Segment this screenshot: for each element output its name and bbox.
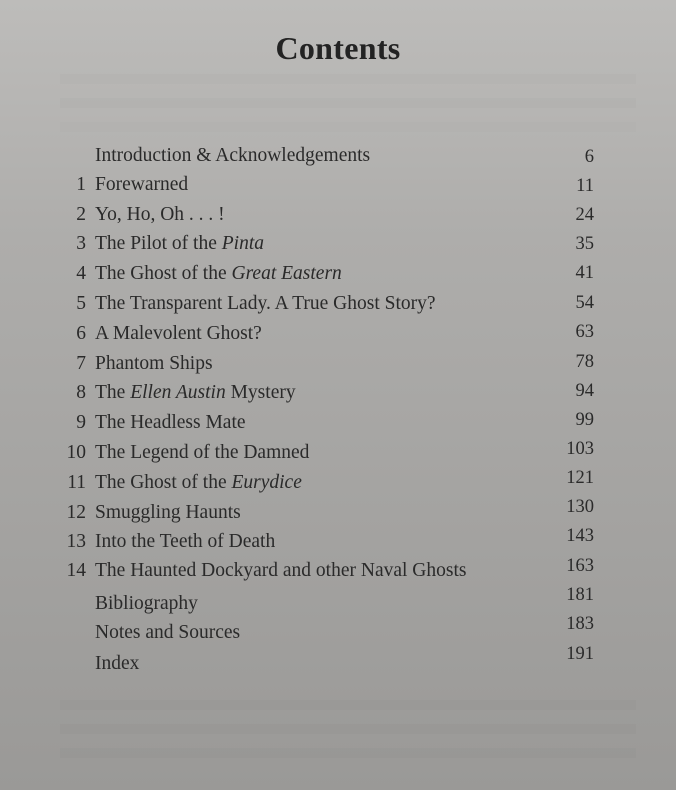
toc-entry [0,233,676,261]
chapter-number: 10 [66,442,86,463]
chapter-title: The Headless Mate [95,412,246,433]
toc-entry [0,644,676,681]
page-number: 181 [566,585,594,605]
chapter-title [95,263,342,285]
page-number: 163 [566,556,594,576]
page-number: 121 [566,468,594,488]
chapter-title [95,472,302,494]
chapter-title: Smuggling Haunts [95,502,241,523]
title-italic: Ellen Austin [130,382,226,403]
page-number: 41 [575,263,594,283]
chapter-title: Notes and Sources [95,622,241,643]
page-number: 35 [575,234,594,254]
toc-entry [0,145,676,173]
chapter-title: Into the Teeth of Death [95,531,276,552]
toc-entry [0,412,676,440]
page-number: 11 [576,176,594,196]
page-number: 191 [566,644,594,664]
chapter-title: The Haunted Dockyard and other Naval Ghosts [95,560,467,581]
chapter-number: 6 [76,323,86,344]
chapter-number: 1 [76,174,86,195]
toc-entry [0,382,676,410]
chapter-title: Forewarned [95,174,189,195]
page-title: Contents [275,30,401,66]
page-number: 99 [575,410,594,430]
chapter-title: A Malevolent Ghost? [95,323,262,344]
toc-entry [0,468,676,500]
page-number: 24 [575,205,594,225]
page-number: 63 [575,322,594,342]
chapter-number: 8 [76,382,86,403]
chapter-number: 4 [76,263,86,284]
page-number: 6 [584,147,594,167]
toc-entry [0,353,676,381]
page-number: 103 [566,439,594,459]
chapter-title [95,233,264,255]
title-italic: Eurydice [231,472,302,493]
chapter-number: 9 [76,412,86,433]
chapter-title: Index [95,653,140,674]
title-italic: Pinta [221,233,264,254]
toc-entry [0,556,676,588]
toc-entry [0,439,676,470]
chapter-number: 12 [66,502,86,523]
toc-entry [0,526,676,559]
toc-entry [0,323,676,351]
chapter-title [95,382,296,404]
page-number: 78 [575,352,594,372]
chapter-title: Yo, Ho, Oh . . . ! [95,204,225,225]
chapter-number: 7 [76,353,86,374]
title-text: The Ghost of the [95,263,232,284]
chapter-number: 14 [66,560,86,581]
chapter-number: 3 [76,233,86,254]
title-text: Mystery [225,382,296,403]
page-number: 94 [575,381,594,401]
chapter-number: 2 [76,204,86,225]
chapter-title: Bibliography [95,593,198,614]
title-text: The [95,382,131,403]
toc-entry [0,204,676,232]
chapter-number: 11 [67,472,86,493]
toc-entry [0,293,676,321]
chapter-title: The Legend of the Damned [95,442,310,463]
title-text: The Pilot of the [95,233,222,254]
chapter-number: 5 [76,293,86,314]
chapter-title: The Transparent Lady. A True Ghost Story? [95,293,436,314]
page-number: 143 [566,526,594,546]
toc-entry [0,263,676,291]
toc-entry [0,174,676,202]
chapter-number: 13 [66,531,86,552]
chapter-title: Introduction & Acknowledgements [95,145,371,166]
page-number: 54 [575,293,594,313]
title-text: The Ghost of the [95,472,232,493]
page-number: 183 [566,614,594,634]
chapter-title: Phantom Ships [95,353,213,374]
title-italic: Great Eastern [231,263,342,284]
page-number: 130 [566,497,594,517]
